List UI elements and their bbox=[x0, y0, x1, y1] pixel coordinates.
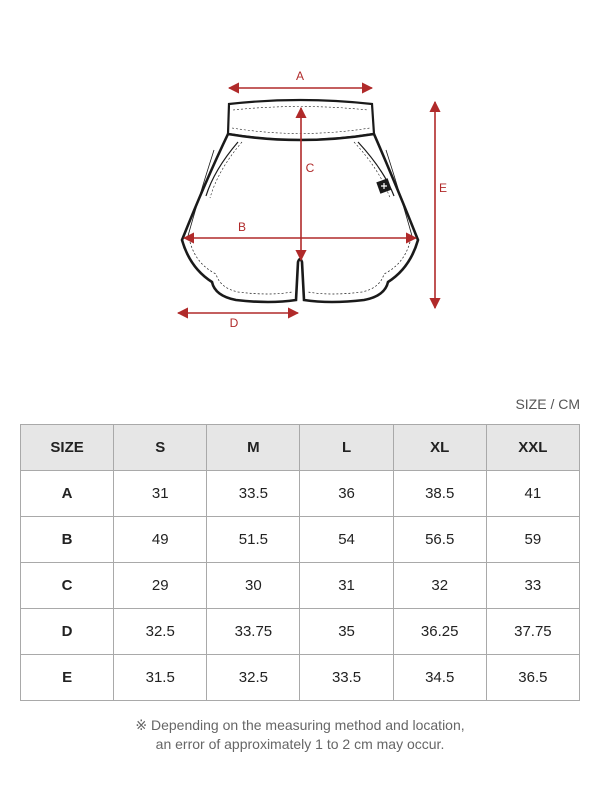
dimension-c-label: C bbox=[305, 161, 315, 175]
table-cell: 35 bbox=[300, 609, 393, 655]
table-cell: 32.5 bbox=[207, 655, 300, 701]
row-label: D bbox=[21, 609, 114, 655]
table-cell: 36 bbox=[300, 471, 393, 517]
table-cell: 29 bbox=[114, 563, 207, 609]
table-cell: 34.5 bbox=[393, 655, 486, 701]
dimension-d-label: D bbox=[229, 316, 239, 330]
table-row bbox=[21, 517, 580, 563]
table-cell: 31.5 bbox=[114, 655, 207, 701]
table-cell: 36.5 bbox=[486, 655, 579, 701]
table-cell: 36.25 bbox=[393, 609, 486, 655]
table-cell: 33 bbox=[486, 563, 579, 609]
header-cell: XXL bbox=[486, 425, 579, 471]
table-row bbox=[21, 655, 580, 701]
table-cell: 33.5 bbox=[300, 655, 393, 701]
table-header-row bbox=[21, 425, 580, 471]
table-cell: 32.5 bbox=[114, 609, 207, 655]
dimension-e-label: E bbox=[438, 181, 448, 195]
row-label: C bbox=[21, 563, 114, 609]
table-cell: 56.5 bbox=[393, 517, 486, 563]
dimension-a-label: A bbox=[295, 69, 305, 83]
table-cell: 37.75 bbox=[486, 609, 579, 655]
header-cell: SIZE bbox=[21, 425, 114, 471]
row-label: E bbox=[21, 655, 114, 701]
note-line-2: an error of approximately 1 to 2 cm may occur. bbox=[155, 736, 445, 752]
table-cell: 59 bbox=[486, 517, 579, 563]
dimension-b-label: B bbox=[237, 220, 247, 234]
size-diagram bbox=[0, 0, 600, 360]
table-cell: 32 bbox=[393, 563, 486, 609]
table-row bbox=[21, 471, 580, 517]
measurement-note bbox=[0, 716, 600, 754]
header-cell: L bbox=[300, 425, 393, 471]
header-cell: XL bbox=[393, 425, 486, 471]
row-label: A bbox=[21, 471, 114, 517]
table-cell: 30 bbox=[207, 563, 300, 609]
shorts-outline-icon bbox=[182, 100, 418, 302]
table-cell: 49 bbox=[114, 517, 207, 563]
header-cell: S bbox=[114, 425, 207, 471]
unit-label: SIZE / CM bbox=[515, 396, 580, 412]
table-row bbox=[21, 563, 580, 609]
note-line-1: ※ Depending on the measuring method and location, bbox=[135, 717, 465, 733]
table-cell: 51.5 bbox=[207, 517, 300, 563]
table-cell: 38.5 bbox=[393, 471, 486, 517]
table-cell: 41 bbox=[486, 471, 579, 517]
header-cell: M bbox=[207, 425, 300, 471]
table-cell: 33.75 bbox=[207, 609, 300, 655]
table-cell: 31 bbox=[300, 563, 393, 609]
table-row bbox=[21, 609, 580, 655]
table-cell: 54 bbox=[300, 517, 393, 563]
table-cell: 31 bbox=[114, 471, 207, 517]
table-cell: 33.5 bbox=[207, 471, 300, 517]
row-label: B bbox=[21, 517, 114, 563]
size-table bbox=[20, 424, 580, 701]
